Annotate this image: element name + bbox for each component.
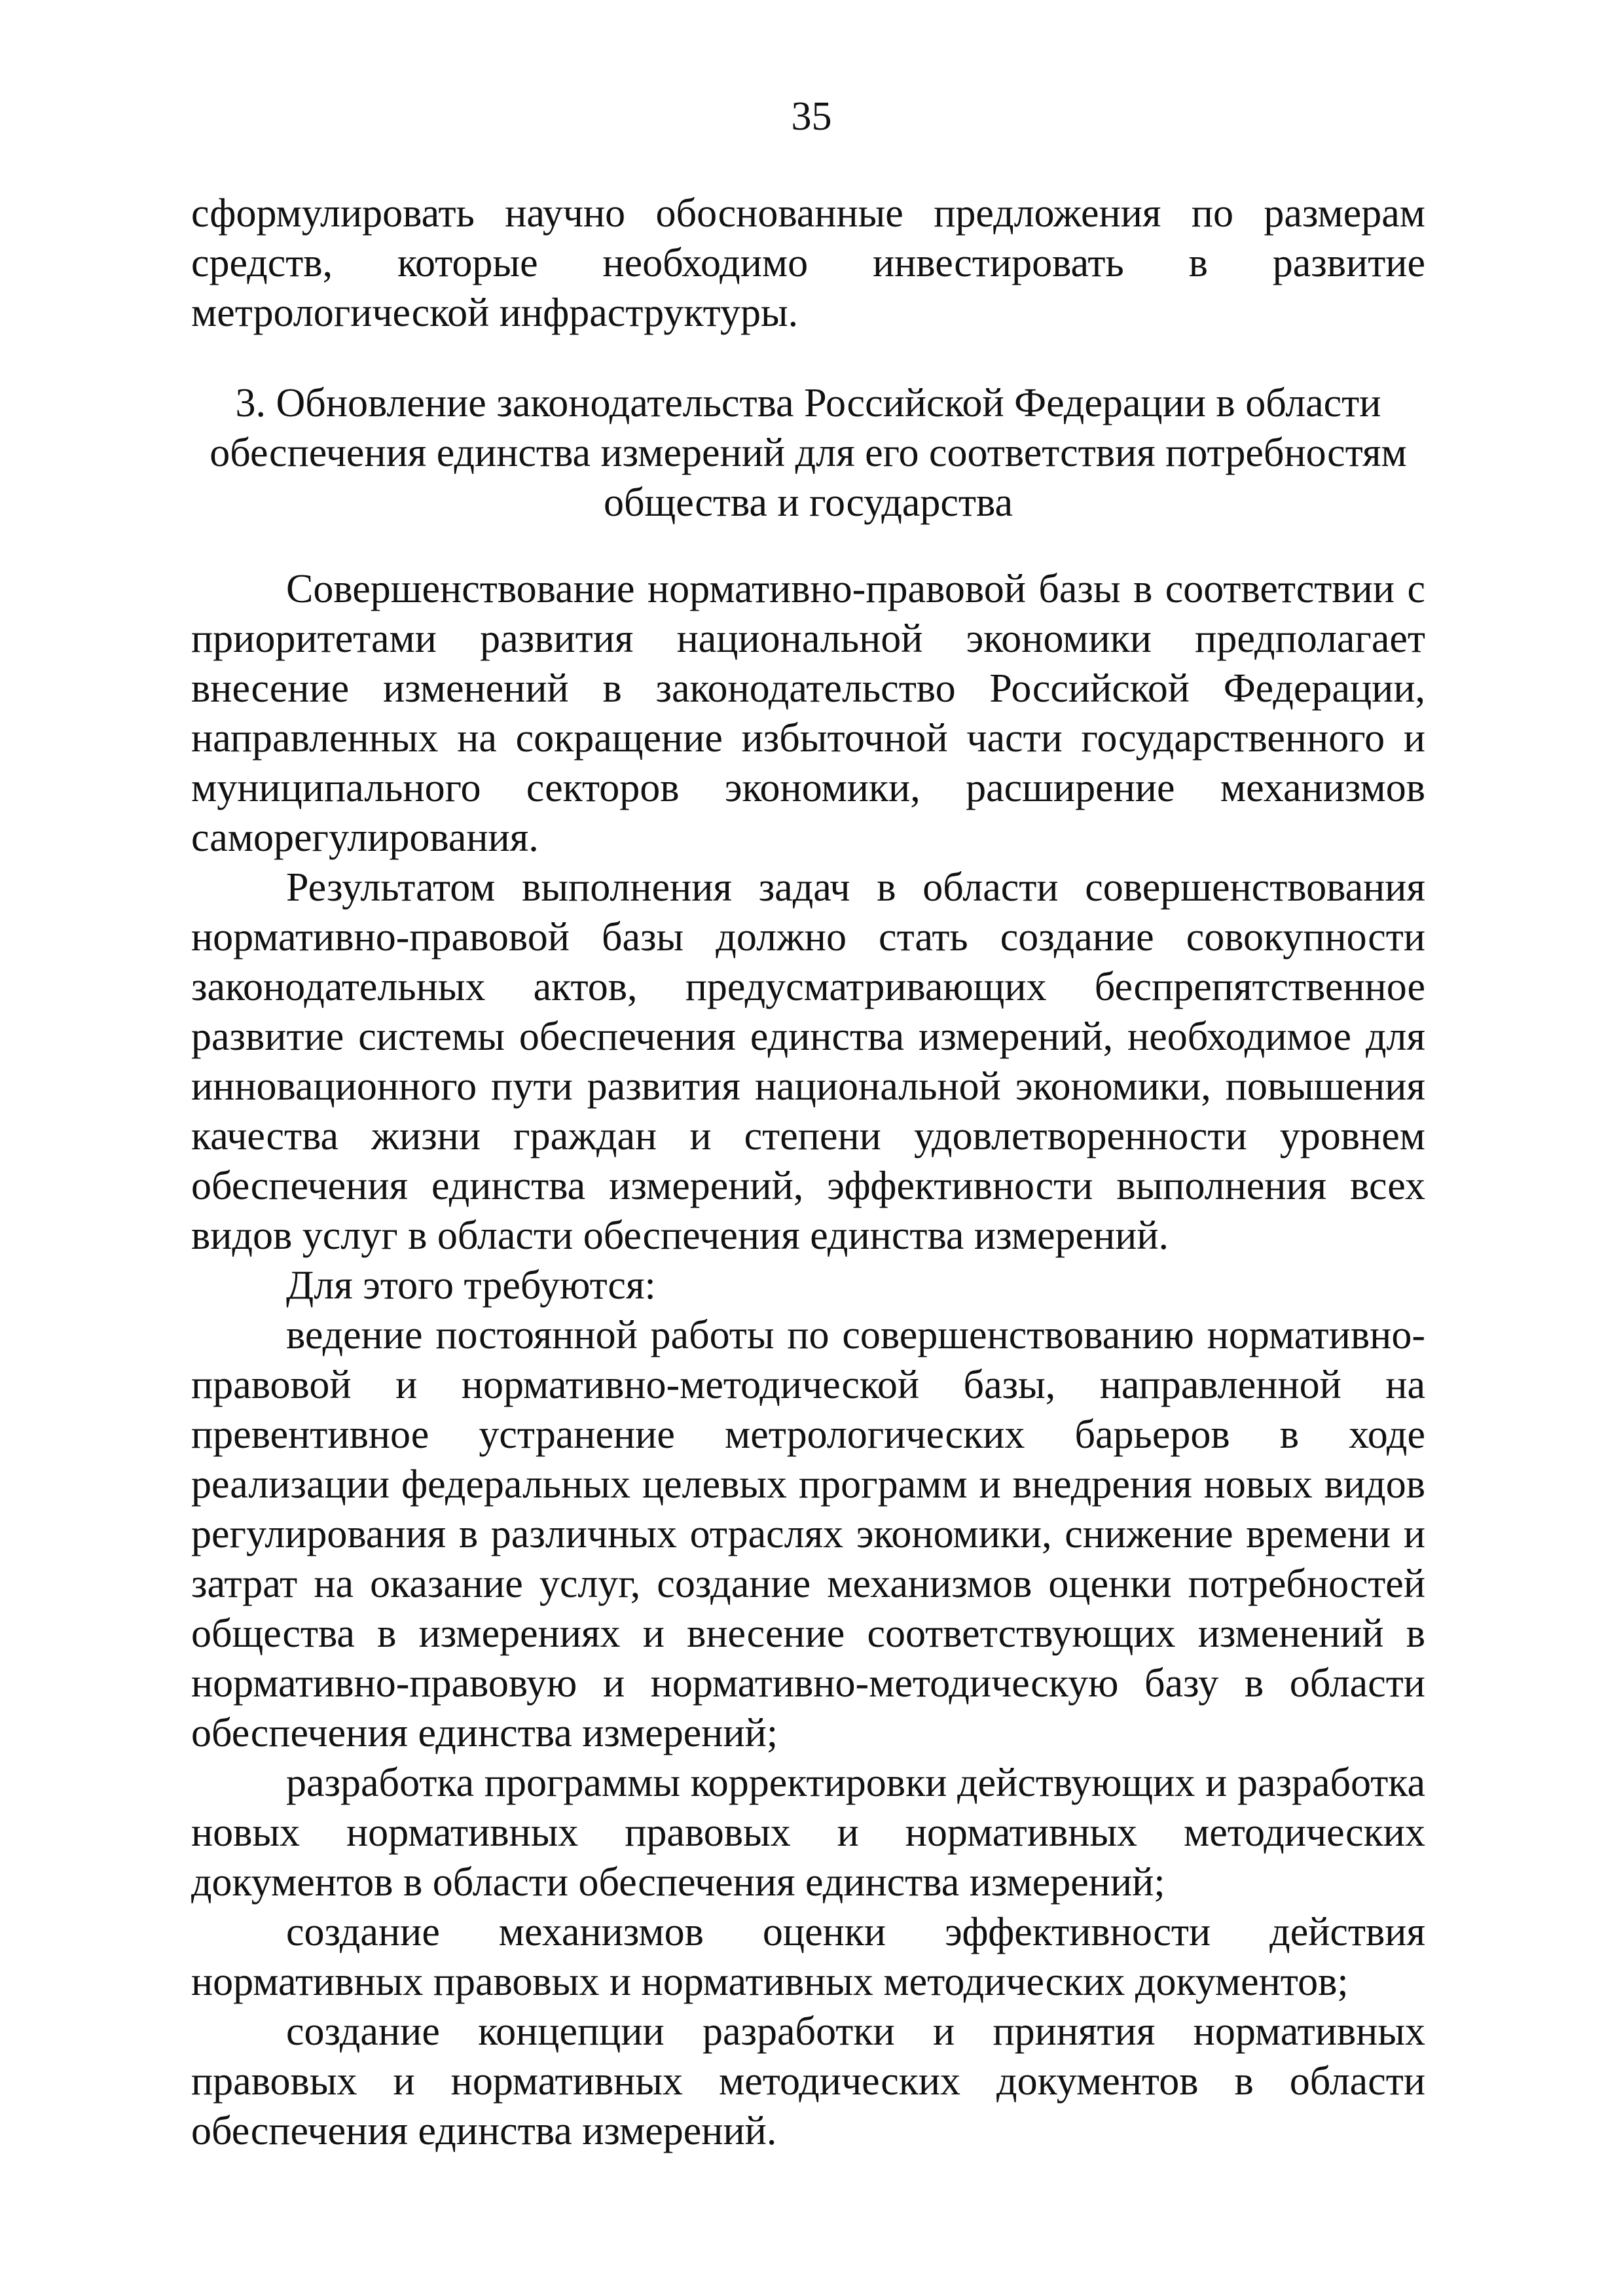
paragraph: Совершенствование нормативно-правовой базы в соответствии с приоритетами развития национальной экономики предполагает внесение изменений в законодательство Российской Федерации, направленных на сокращение избыточной части государственного и муниципального секторов экономики, расширение механизмов саморегулирования. — [191, 567, 1425, 860]
list-item: создание концепции разработки и принятия нормативных правовых и нормативных методических документов в области обеспечения единства измерений. — [191, 2009, 1425, 2153]
list-item: создание механизмов оценки эффективности действия нормативных правовых и нормативных методических документов; — [191, 1910, 1425, 2004]
list-item: разработка программы корректировки действующих и разработка новых нормативных правовых и нормативных методических документов в области обеспечения единства измерений; — [191, 1761, 1425, 1905]
continuation-paragraph: сформулировать научно обоснованные предложения по размерам средств, которые необходимо инвестировать в развитие метрологической инфраструктуры. — [191, 191, 1425, 335]
page-number: 35 — [791, 94, 832, 139]
paragraph: Результатом выполнения задач в области совершенствования нормативно-правовой базы должно стать создание совокупности законодательных актов, предусматривающих беспрепятственное развитие системы обеспечения единства измерений, необходимое для инновационного пути развития национальной экономики, повышения качества жизни граждан и степени удовлетворенности уровнем обеспечения единства измерений, эффективности выполнения всех видов услуг в области обеспечения единства измерений. — [191, 865, 1425, 1258]
list-item: ведение постоянной работы по совершенствованию нормативно-правовой и нормативно-методической базы, направленной на превентивное устранение метрологических барьеров в ходе реализации федеральных целевых программ и внедрения новых видов регулирования в различных отраслях экономики, снижение времени и затрат на оказание услуг, создание механизмов оценки потребностей общества в измерениях и внесение соответствующих изменений в нормативно-правовую и нормативно-методическую базу в области обеспечения единства измерений; — [191, 1313, 1425, 1755]
section-heading — [191, 378, 1425, 528]
section-heading-line-2: обеспечения единства измерений для его соответствия потребностям — [210, 431, 1407, 475]
section-body — [191, 564, 1425, 2156]
paragraph: Для этого требуются: — [286, 1263, 656, 1308]
section-heading-line-3: общества и государства — [604, 480, 1013, 525]
section-heading-line-1: 3. Обновление законодательства Российской Федерации в области — [235, 381, 1381, 425]
